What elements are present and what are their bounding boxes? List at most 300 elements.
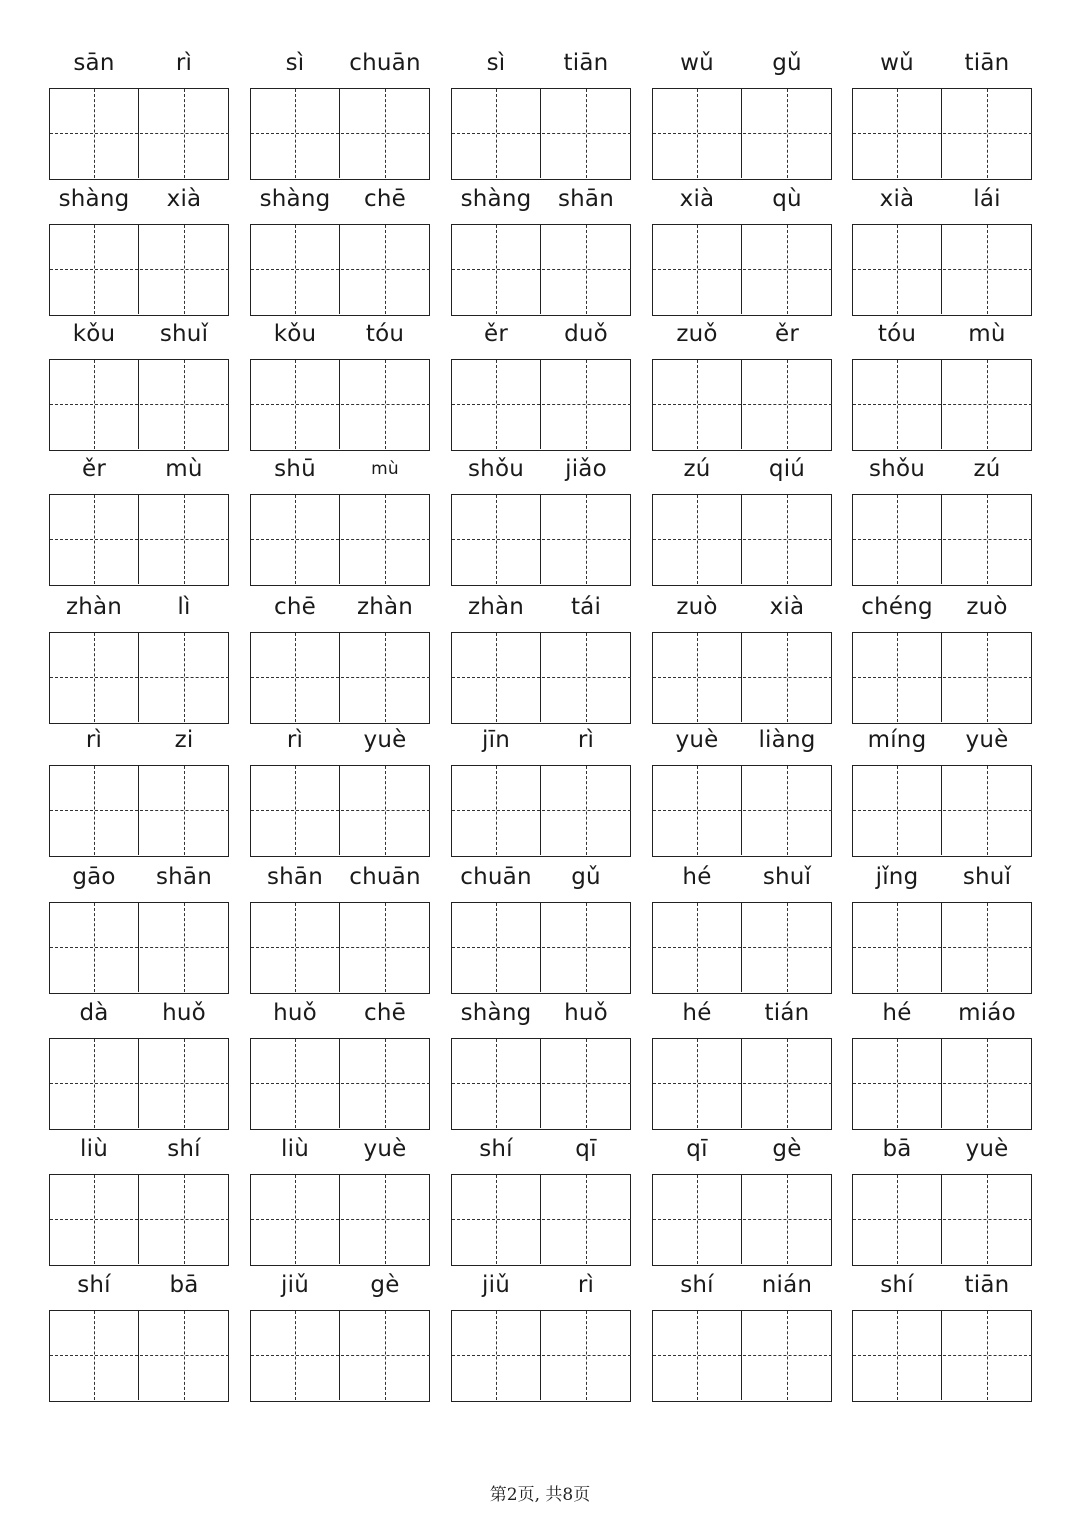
tianzige-cell-left[interactable] xyxy=(452,89,541,178)
pinyin-label: jiǔ xyxy=(281,1272,309,1298)
tianzige-cell-left[interactable] xyxy=(251,903,340,992)
tianzige-cell-right[interactable] xyxy=(743,1175,832,1264)
writing-box[interactable] xyxy=(451,902,631,994)
pinyin-label: xià xyxy=(166,186,202,212)
tianzige-cell-right[interactable] xyxy=(542,495,631,584)
pinyin-label: rì xyxy=(175,50,193,76)
vertical-guide-line xyxy=(295,903,296,992)
tianzige-cell-right[interactable] xyxy=(943,1311,1032,1400)
pinyin-label: sì xyxy=(486,50,506,76)
writing-box[interactable] xyxy=(49,88,229,180)
tianzige-cell-left[interactable] xyxy=(50,360,139,449)
pinyin-label: lì xyxy=(177,594,191,620)
writing-box[interactable] xyxy=(652,88,832,180)
writing-box[interactable] xyxy=(250,1038,430,1130)
pinyin-label: gè xyxy=(772,1136,802,1162)
tianzige-cell-right[interactable] xyxy=(140,225,229,314)
vertical-guide-line xyxy=(94,1311,95,1400)
vertical-guide-line xyxy=(94,495,95,584)
pinyin-label: kǒu xyxy=(273,321,317,347)
tianzige-cell-left[interactable] xyxy=(452,225,541,314)
pinyin-label: qù xyxy=(772,186,802,212)
vertical-guide-line xyxy=(787,360,788,449)
writing-box[interactable] xyxy=(250,1310,430,1402)
tianzige-cell-left[interactable] xyxy=(853,495,942,584)
vertical-guide-line xyxy=(184,1311,185,1400)
tianzige-cell-left[interactable] xyxy=(653,1311,742,1400)
vertical-guide-line xyxy=(586,495,587,584)
pinyin-label: gǔ xyxy=(571,864,601,890)
tianzige-cell-right[interactable] xyxy=(341,360,430,449)
tianzige-cell-right[interactable] xyxy=(943,1039,1032,1128)
vertical-guide-line xyxy=(94,1175,95,1264)
vertical-guide-line xyxy=(987,1039,988,1128)
tianzige-cell-left[interactable] xyxy=(251,360,340,449)
tianzige-cell-left[interactable] xyxy=(853,1311,942,1400)
pinyin-row xyxy=(0,587,1080,627)
tianzige-cell-left[interactable] xyxy=(653,89,742,178)
tianzige-cell-right[interactable] xyxy=(341,1175,430,1264)
tianzige-cell-left[interactable] xyxy=(452,1175,541,1264)
tianzige-cell-left[interactable] xyxy=(50,1311,139,1400)
writing-box[interactable] xyxy=(250,632,430,724)
writing-box[interactable] xyxy=(852,902,1032,994)
writing-box[interactable] xyxy=(652,632,832,724)
pinyin-label: yuè xyxy=(675,727,719,753)
vertical-guide-line xyxy=(496,225,497,314)
writing-box[interactable] xyxy=(451,224,631,316)
pinyin-label: liù xyxy=(281,1136,309,1162)
page-number-footer: 第2页, 共8页 xyxy=(489,1485,591,1505)
pinyin-label: dà xyxy=(79,1000,109,1026)
tianzige-cell-left[interactable] xyxy=(853,360,942,449)
vertical-guide-line xyxy=(987,1175,988,1264)
vertical-guide-line xyxy=(897,225,898,314)
pinyin-label: shān xyxy=(155,864,213,890)
pinyin-label: shí xyxy=(479,1136,513,1162)
writing-box[interactable] xyxy=(250,902,430,994)
tianzige-cell-left[interactable] xyxy=(251,495,340,584)
writing-box[interactable] xyxy=(49,902,229,994)
writing-box[interactable] xyxy=(652,1038,832,1130)
tianzige-cell-left[interactable] xyxy=(653,225,742,314)
tianzige-cell-left[interactable] xyxy=(452,903,541,992)
tianzige-cell-left[interactable] xyxy=(853,89,942,178)
vertical-guide-line xyxy=(897,1039,898,1128)
writing-box[interactable] xyxy=(652,1174,832,1266)
vertical-guide-line xyxy=(586,89,587,178)
pinyin-label: gǔ xyxy=(772,50,802,76)
tianzige-cell-right[interactable] xyxy=(542,1311,631,1400)
writing-box[interactable] xyxy=(451,1038,631,1130)
vertical-guide-line xyxy=(94,225,95,314)
pinyin-row xyxy=(0,449,1080,489)
pinyin-label: jīn xyxy=(482,727,510,753)
vertical-guide-line xyxy=(385,633,386,722)
vertical-guide-line xyxy=(295,633,296,722)
writing-box[interactable] xyxy=(852,632,1032,724)
writing-box[interactable] xyxy=(250,1174,430,1266)
vertical-guide-line xyxy=(496,903,497,992)
vertical-guide-line xyxy=(496,1175,497,1264)
vertical-guide-line xyxy=(897,903,898,992)
vertical-guide-line xyxy=(295,225,296,314)
pinyin-label: tiān xyxy=(563,50,609,76)
tianzige-cell-right[interactable] xyxy=(943,495,1032,584)
tianzige-cell-left[interactable] xyxy=(50,89,139,178)
pinyin-label: ěr xyxy=(81,456,106,482)
tianzige-cell-right[interactable] xyxy=(140,903,229,992)
vertical-guide-line xyxy=(184,1039,185,1128)
tianzige-cell-left[interactable] xyxy=(251,1039,340,1128)
writing-box[interactable] xyxy=(652,359,832,451)
vertical-guide-line xyxy=(94,633,95,722)
pinyin-label: zhàn xyxy=(65,594,123,620)
tianzige-cell-right[interactable] xyxy=(341,1039,430,1128)
pinyin-label: shuǐ xyxy=(762,864,812,890)
tianzige-cell-left[interactable] xyxy=(50,633,139,722)
vertical-guide-line xyxy=(385,766,386,855)
vertical-guide-line xyxy=(697,766,698,855)
pinyin-label: tóu xyxy=(365,321,405,347)
pinyin-label: tái xyxy=(570,594,602,620)
tianzige-cell-right[interactable] xyxy=(943,360,1032,449)
tianzige-cell-right[interactable] xyxy=(341,1311,430,1400)
vertical-guide-line xyxy=(496,360,497,449)
vertical-guide-line xyxy=(586,903,587,992)
writing-box[interactable] xyxy=(451,765,631,857)
tianzige-cell-right[interactable] xyxy=(943,903,1032,992)
vertical-guide-line xyxy=(897,1311,898,1400)
pinyin-row xyxy=(0,720,1080,760)
pinyin-label: gāo xyxy=(72,864,116,890)
pinyin-label: qī xyxy=(575,1136,597,1162)
pinyin-label: shàng xyxy=(460,186,532,212)
writing-box[interactable] xyxy=(451,632,631,724)
writing-box[interactable] xyxy=(49,359,229,451)
pinyin-label: gè xyxy=(370,1272,400,1298)
tianzige-cell-right[interactable] xyxy=(542,903,631,992)
pinyin-label: miáo xyxy=(958,1000,1016,1026)
tianzige-cell-right[interactable] xyxy=(943,1175,1032,1264)
vertical-guide-line xyxy=(295,766,296,855)
vertical-guide-line xyxy=(787,903,788,992)
writing-box[interactable] xyxy=(451,494,631,586)
vertical-guide-line xyxy=(496,766,497,855)
pinyin-label: huǒ xyxy=(273,1000,317,1026)
vertical-guide-line xyxy=(586,360,587,449)
tianzige-cell-right[interactable] xyxy=(743,225,832,314)
tianzige-cell-left[interactable] xyxy=(251,766,340,855)
tianzige-cell-right[interactable] xyxy=(341,766,430,855)
tianzige-cell-right[interactable] xyxy=(341,633,430,722)
writing-box[interactable] xyxy=(250,88,430,180)
writing-box[interactable] xyxy=(49,1174,229,1266)
vertical-guide-line xyxy=(987,360,988,449)
writing-box[interactable] xyxy=(852,359,1032,451)
writing-box[interactable] xyxy=(250,765,430,857)
tianzige-cell-left[interactable] xyxy=(853,1039,942,1128)
vertical-guide-line xyxy=(295,360,296,449)
tianzige-cell-right[interactable] xyxy=(542,633,631,722)
vertical-guide-line xyxy=(586,633,587,722)
vertical-guide-line xyxy=(787,1039,788,1128)
tianzige-cell-left[interactable] xyxy=(653,360,742,449)
tianzige-cell-right[interactable] xyxy=(140,766,229,855)
tianzige-cell-right[interactable] xyxy=(743,766,832,855)
pinyin-label: shí xyxy=(880,1272,914,1298)
pinyin-label: shàng xyxy=(460,1000,532,1026)
pinyin-label: yuè xyxy=(965,727,1009,753)
vertical-guide-line xyxy=(385,225,386,314)
writing-box[interactable] xyxy=(652,765,832,857)
tianzige-cell-right[interactable] xyxy=(743,495,832,584)
writing-box[interactable] xyxy=(652,902,832,994)
vertical-guide-line xyxy=(787,633,788,722)
vertical-guide-line xyxy=(385,360,386,449)
pinyin-label: qiú xyxy=(768,456,806,482)
pinyin-label: rì xyxy=(286,727,304,753)
pinyin-label: hé xyxy=(682,1000,712,1026)
tianzige-cell-right[interactable] xyxy=(542,360,631,449)
vertical-guide-line xyxy=(897,766,898,855)
pinyin-row xyxy=(0,857,1080,897)
vertical-guide-line xyxy=(295,495,296,584)
tianzige-cell-left[interactable] xyxy=(251,633,340,722)
pinyin-label: duǒ xyxy=(564,321,608,347)
vertical-guide-line xyxy=(94,89,95,178)
tianzige-cell-right[interactable] xyxy=(743,89,832,178)
tianzige-cell-right[interactable] xyxy=(140,633,229,722)
vertical-guide-line xyxy=(697,360,698,449)
tianzige-cell-right[interactable] xyxy=(943,633,1032,722)
writing-box[interactable] xyxy=(49,632,229,724)
pinyin-label: nián xyxy=(761,1272,813,1298)
pinyin-label: bā xyxy=(882,1136,912,1162)
pinyin-label: rì xyxy=(577,727,595,753)
tianzige-cell-right[interactable] xyxy=(943,89,1032,178)
vertical-guide-line xyxy=(586,1039,587,1128)
tianzige-cell-left[interactable] xyxy=(653,633,742,722)
pinyin-label: chéng xyxy=(861,594,933,620)
writing-box[interactable] xyxy=(652,494,832,586)
pinyin-label: sì xyxy=(285,50,305,76)
tianzige-cell-left[interactable] xyxy=(653,766,742,855)
writing-box[interactable] xyxy=(852,88,1032,180)
pinyin-label: tiān xyxy=(964,50,1010,76)
tianzige-cell-right[interactable] xyxy=(943,225,1032,314)
pinyin-label: bā xyxy=(169,1272,199,1298)
tianzige-cell-right[interactable] xyxy=(542,1039,631,1128)
writing-box[interactable] xyxy=(250,359,430,451)
tianzige-cell-left[interactable] xyxy=(853,633,942,722)
writing-box[interactable] xyxy=(852,1174,1032,1266)
vertical-guide-line xyxy=(184,766,185,855)
pinyin-label: liù xyxy=(80,1136,108,1162)
writing-box[interactable] xyxy=(852,494,1032,586)
writing-box[interactable] xyxy=(852,1310,1032,1402)
tianzige-cell-right[interactable] xyxy=(743,633,832,722)
tianzige-cell-left[interactable] xyxy=(251,89,340,178)
pinyin-label: chuān xyxy=(460,864,532,890)
tianzige-cell-left[interactable] xyxy=(853,225,942,314)
vertical-guide-line xyxy=(586,225,587,314)
tianzige-cell-left[interactable] xyxy=(50,903,139,992)
pinyin-label: ěr xyxy=(774,321,799,347)
pinyin-label: kǒu xyxy=(72,321,116,347)
tianzige-cell-right[interactable] xyxy=(542,766,631,855)
tianzige-cell-right[interactable] xyxy=(542,1175,631,1264)
tianzige-cell-right[interactable] xyxy=(743,903,832,992)
vertical-guide-line xyxy=(94,903,95,992)
tianzige-cell-right[interactable] xyxy=(341,225,430,314)
pinyin-label: rì xyxy=(85,727,103,753)
pinyin-label: mù xyxy=(371,459,399,479)
vertical-guide-line xyxy=(184,1175,185,1264)
pinyin-label: shí xyxy=(77,1272,111,1298)
tianzige-cell-left[interactable] xyxy=(653,1039,742,1128)
tianzige-cell-right[interactable] xyxy=(341,495,430,584)
writing-box[interactable] xyxy=(49,1310,229,1402)
tianzige-cell-right[interactable] xyxy=(341,903,430,992)
pinyin-label: mù xyxy=(165,456,203,482)
vertical-guide-line xyxy=(787,495,788,584)
tianzige-cell-left[interactable] xyxy=(853,1175,942,1264)
pinyin-label: chuān xyxy=(349,864,421,890)
tianzige-cell-left[interactable] xyxy=(452,766,541,855)
pinyin-label: lái xyxy=(973,186,1001,212)
tianzige-cell-right[interactable] xyxy=(140,495,229,584)
pinyin-label: chē xyxy=(364,186,406,212)
writing-box[interactable] xyxy=(652,1310,832,1402)
pinyin-label: yuè xyxy=(363,1136,407,1162)
tianzige-cell-right[interactable] xyxy=(140,1039,229,1128)
pinyin-label: wǔ xyxy=(880,50,914,76)
writing-box[interactable] xyxy=(49,765,229,857)
writing-box[interactable] xyxy=(652,224,832,316)
pinyin-label: míng xyxy=(867,727,927,753)
tianzige-cell-right[interactable] xyxy=(743,360,832,449)
vertical-guide-line xyxy=(987,225,988,314)
pinyin-label: xià xyxy=(769,594,805,620)
pinyin-label: shān xyxy=(266,864,324,890)
pinyin-row xyxy=(0,993,1080,1033)
writing-box[interactable] xyxy=(49,1038,229,1130)
writing-box[interactable] xyxy=(852,224,1032,316)
pinyin-label: shǒu xyxy=(868,456,925,482)
vertical-guide-line xyxy=(787,1175,788,1264)
tianzige-cell-left[interactable] xyxy=(853,903,942,992)
pinyin-row xyxy=(0,43,1080,83)
pinyin-label: shū xyxy=(274,456,316,482)
tianzige-cell-left[interactable] xyxy=(50,225,139,314)
vertical-guide-line xyxy=(184,495,185,584)
pinyin-label: yuè xyxy=(363,727,407,753)
vertical-guide-line xyxy=(897,89,898,178)
tianzige-cell-right[interactable] xyxy=(743,1311,832,1400)
vertical-guide-line xyxy=(987,766,988,855)
vertical-guide-line xyxy=(385,89,386,178)
pinyin-label: xià xyxy=(879,186,915,212)
pinyin-row xyxy=(0,314,1080,354)
writing-box[interactable] xyxy=(49,224,229,316)
tianzige-cell-left[interactable] xyxy=(251,1311,340,1400)
vertical-guide-line xyxy=(94,766,95,855)
tianzige-cell-right[interactable] xyxy=(140,360,229,449)
vertical-guide-line xyxy=(697,225,698,314)
pinyin-label: wǔ xyxy=(680,50,714,76)
tianzige-cell-right[interactable] xyxy=(140,1175,229,1264)
pinyin-label: zhàn xyxy=(356,594,414,620)
tianzige-cell-left[interactable] xyxy=(653,1175,742,1264)
vertical-guide-line xyxy=(496,1311,497,1400)
tianzige-cell-left[interactable] xyxy=(452,1039,541,1128)
writing-box[interactable] xyxy=(451,88,631,180)
writing-box[interactable] xyxy=(451,359,631,451)
tianzige-cell-right[interactable] xyxy=(341,89,430,178)
pinyin-row xyxy=(0,1265,1080,1305)
tianzige-cell-left[interactable] xyxy=(452,1311,541,1400)
writing-box[interactable] xyxy=(451,1174,631,1266)
writing-box[interactable] xyxy=(451,1310,631,1402)
tianzige-cell-left[interactable] xyxy=(50,1039,139,1128)
tianzige-cell-left[interactable] xyxy=(251,1175,340,1264)
vertical-guide-line xyxy=(787,225,788,314)
pinyin-row xyxy=(0,179,1080,219)
tianzige-cell-right[interactable] xyxy=(542,225,631,314)
tianzige-cell-left[interactable] xyxy=(50,1175,139,1264)
pinyin-label: mù xyxy=(968,321,1006,347)
vertical-guide-line xyxy=(897,495,898,584)
tianzige-cell-right[interactable] xyxy=(140,1311,229,1400)
pinyin-label: shàng xyxy=(259,186,331,212)
writing-box[interactable] xyxy=(250,494,430,586)
writing-box[interactable] xyxy=(852,1038,1032,1130)
tianzige-cell-left[interactable] xyxy=(653,495,742,584)
pinyin-label: shǒu xyxy=(467,456,524,482)
vertical-guide-line xyxy=(385,1311,386,1400)
vertical-guide-line xyxy=(987,633,988,722)
tianzige-cell-left[interactable] xyxy=(853,766,942,855)
vertical-guide-line xyxy=(697,1175,698,1264)
tianzige-cell-left[interactable] xyxy=(452,360,541,449)
pinyin-label: tiān xyxy=(964,1272,1010,1298)
tianzige-cell-right[interactable] xyxy=(542,89,631,178)
vertical-guide-line xyxy=(586,1311,587,1400)
tianzige-cell-left[interactable] xyxy=(50,495,139,584)
vertical-guide-line xyxy=(697,89,698,178)
writing-box[interactable] xyxy=(852,765,1032,857)
vertical-guide-line xyxy=(295,1175,296,1264)
vertical-guide-line xyxy=(184,89,185,178)
tianzige-cell-right[interactable] xyxy=(140,89,229,178)
tianzige-cell-left[interactable] xyxy=(653,903,742,992)
tianzige-cell-right[interactable] xyxy=(943,766,1032,855)
pinyin-label: hé xyxy=(682,864,712,890)
writing-box[interactable] xyxy=(250,224,430,316)
pinyin-label: zhàn xyxy=(467,594,525,620)
vertical-guide-line xyxy=(987,903,988,992)
tianzige-cell-left[interactable] xyxy=(452,495,541,584)
writing-box[interactable] xyxy=(49,494,229,586)
tianzige-cell-left[interactable] xyxy=(452,633,541,722)
vertical-guide-line xyxy=(295,89,296,178)
pinyin-label: tián xyxy=(764,1000,810,1026)
tianzige-cell-left[interactable] xyxy=(251,225,340,314)
tianzige-cell-right[interactable] xyxy=(743,1039,832,1128)
pinyin-label: jǐng xyxy=(875,864,919,890)
tianzige-cell-left[interactable] xyxy=(50,766,139,855)
